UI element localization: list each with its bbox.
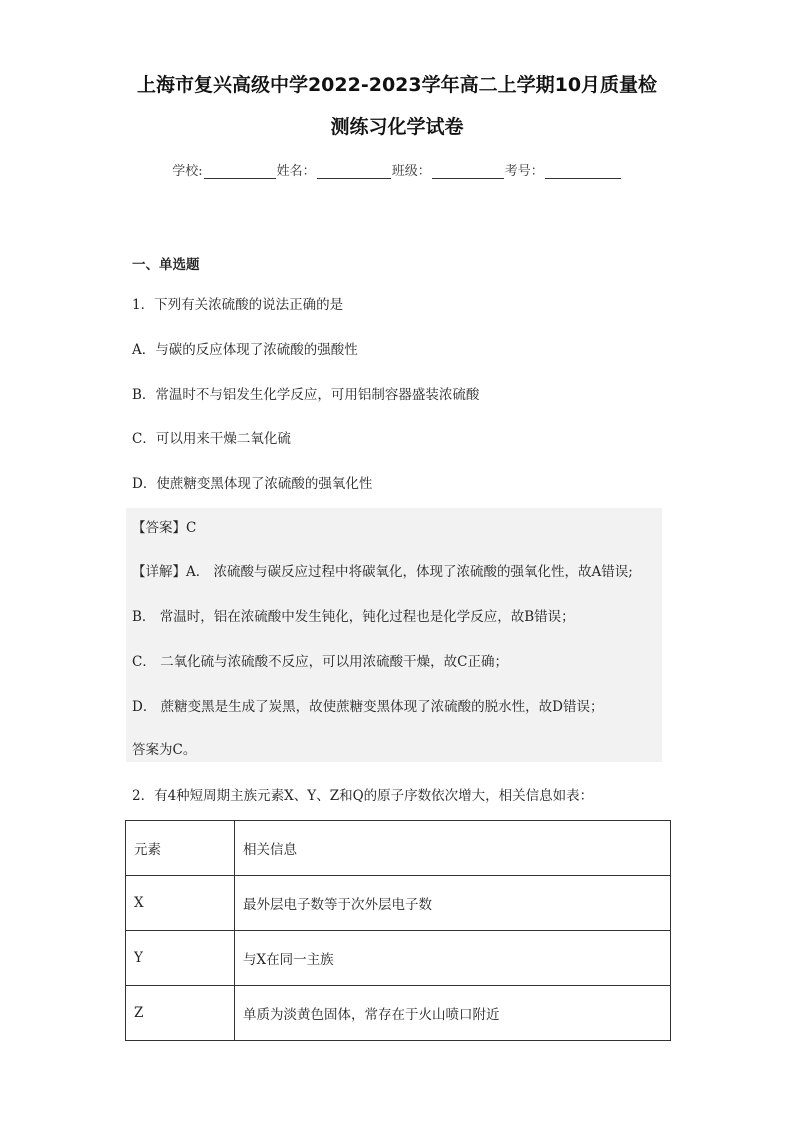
- detail-text-a: A． 浓硫酸与碳反应过程中将碳氧化，体现了浓硫酸的强氧化性，故A错误;: [186, 564, 633, 580]
- student-info-row: [0, 160, 794, 179]
- table-row: [126, 876, 671, 931]
- section-heading: 一、单选题: [132, 257, 200, 273]
- table-cell-element: Z: [126, 986, 235, 1041]
- q1-detail-d: D． 蔗糖变黑是生成了炭黑，故使蔗糖变黑体现了浓硫酸的脱水性，故D错误；: [132, 699, 604, 715]
- class-blank[interactable]: [432, 164, 504, 179]
- exam-title-line-1: 上海市复兴高级中学2022-2023学年高二上学期10月质量检: [136, 74, 658, 96]
- name-label: 姓名：: [276, 164, 316, 179]
- table-cell-info: 与X在同一主族: [235, 931, 671, 986]
- school-label: 学校:: [172, 164, 203, 179]
- q1-option-d: D．使蔗糖变黑体现了浓硫酸的强氧化性: [132, 476, 373, 492]
- table-header-row: [126, 821, 671, 876]
- name-blank[interactable]: [317, 164, 391, 179]
- detail-label: 【详解】: [132, 564, 186, 580]
- answer-label: 【答案】: [132, 520, 186, 536]
- q1-stem: 1．下列有关浓硫酸的说法正确的是: [132, 297, 344, 313]
- class-label: 班级：: [391, 164, 431, 179]
- q1-detail-c: C． 二氧化硫与浓硫酸不反应，可以用浓硫酸干燥，故C正确；: [132, 654, 508, 670]
- q1-conclusion: 答案为C。: [132, 742, 197, 758]
- q1-answer-panel: [126, 508, 662, 762]
- q1-detail-b: B． 常温时，铝在浓硫酸中发生钝化，钝化过程也是化学反应，故B错误；: [132, 609, 575, 625]
- q2-stem: 2．有4种短周期主族元素X、Y、Z和Q的原子序数依次增大，相关信息如表：: [132, 788, 594, 804]
- exam-no-label: 考号：: [504, 164, 544, 179]
- table-cell-info: 单质为淡黄色固体，常存在于火山喷口附近: [235, 986, 671, 1041]
- table-header-info: 相关信息: [235, 821, 671, 876]
- table-cell-element: Y: [126, 931, 235, 986]
- element-info-table: [125, 820, 671, 1041]
- q1-option-c: C．可以用来干燥二氧化硫: [132, 431, 291, 447]
- exam-no-blank[interactable]: [545, 164, 621, 179]
- q1-option-b: B．常温时不与铝发生化学反应，可用铝制容器盛装浓硫酸: [132, 387, 480, 403]
- answer-value: C: [186, 520, 197, 536]
- table-row: [126, 986, 671, 1041]
- q1-answer: [132, 516, 196, 536]
- table-cell-element: X: [126, 876, 235, 931]
- table-cell-info: 最外层电子数等于次外层电子数: [235, 876, 671, 931]
- table-row: [126, 931, 671, 986]
- q1-option-a: A．与碳的反应体现了浓硫酸的强酸性: [132, 342, 358, 358]
- table-header-element: 元素: [126, 821, 235, 876]
- school-blank[interactable]: [204, 164, 276, 179]
- q1-detail-a: [132, 560, 633, 580]
- exam-title-line-2: 测练习化学试卷: [330, 116, 464, 138]
